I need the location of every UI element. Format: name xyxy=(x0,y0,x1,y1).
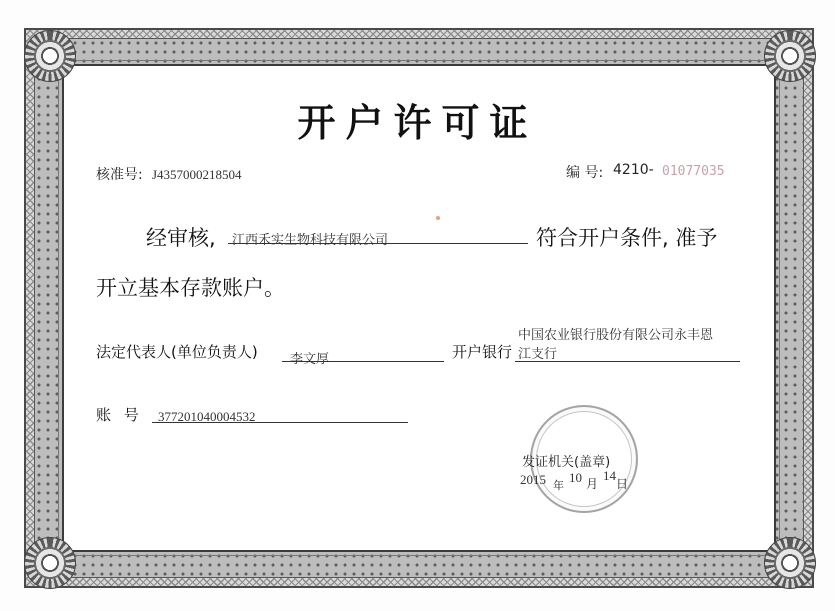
date-year: 2015 xyxy=(520,472,546,487)
account-underline xyxy=(152,422,408,423)
legal-rep-name: 李文厚 xyxy=(290,351,330,366)
date-day: 14 xyxy=(603,468,616,483)
bank-underline xyxy=(515,361,740,362)
bank-name-line-1: 中国农业银行股份有限公司永丰恩 xyxy=(518,327,714,342)
serial-prefix: 4210- xyxy=(613,162,654,178)
legal-rep-underline xyxy=(282,361,444,362)
day-char: 日 xyxy=(616,477,629,491)
date-month: 10 xyxy=(569,470,582,485)
approval-number: J4357000218504 xyxy=(152,167,242,182)
corner-rosette-icon xyxy=(764,537,816,589)
ink-speck xyxy=(436,216,440,220)
serial-suffix: 01077035 xyxy=(662,164,725,179)
certificate-title: 开户许可证 xyxy=(297,100,538,145)
approval-label: 核准号: xyxy=(96,167,143,183)
corner-rosette-icon xyxy=(24,537,76,589)
issuer-label: 发证机关(盖章) xyxy=(522,455,611,470)
review-suffix: 符合开户条件, 准予 xyxy=(536,226,718,250)
corner-rosette-icon xyxy=(764,30,816,82)
year-char: 年 xyxy=(553,479,564,492)
corner-rosette-icon xyxy=(24,30,76,82)
serial-label: 编 号: xyxy=(566,165,604,181)
bank-name-line-2: 江支行 xyxy=(518,346,558,361)
month-char: 月 xyxy=(586,477,599,491)
review-line-2: 开立基本存款账户。 xyxy=(96,276,285,300)
company-underline xyxy=(228,243,528,244)
company-name: 江西禾实生物科技有限公司 xyxy=(232,232,389,247)
account-label: 账 号 xyxy=(96,406,143,424)
account-number: 377201040004532 xyxy=(158,409,256,424)
legal-rep-label: 法定代表人(单位负责人) xyxy=(96,343,258,361)
review-prefix: 经审核, xyxy=(146,226,216,250)
bank-label: 开户银行 xyxy=(452,343,513,361)
